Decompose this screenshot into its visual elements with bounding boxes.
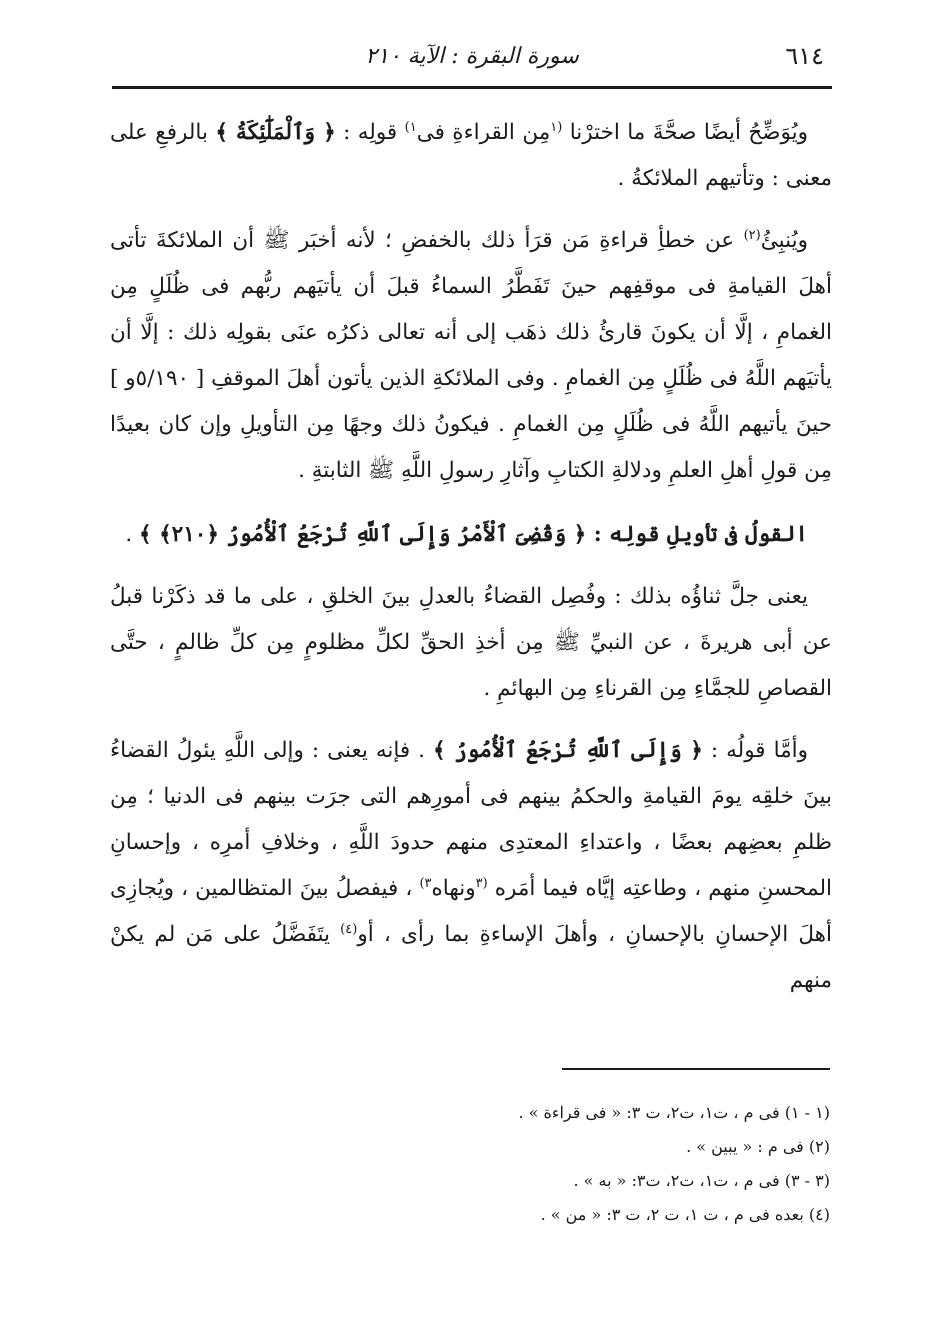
heading-lead: القولُ فى تأويلِ قولِه : — [586, 522, 808, 547]
footnote-marker: (١ — [550, 119, 563, 135]
text-run: مِن القراءةِ فى — [416, 120, 551, 145]
paragraph — [110, 110, 832, 202]
page-header — [112, 38, 832, 82]
text-run: عن خطأِ قراءةِ مَن قرَأ ذلك بالخفضِ ؛ لأنه أخبَر ﷺ أن الملائكةَ تأتى أهلَ القيامةِ فى موقفِهم حينَ تَفَطَّرُ السماءُ قبلَ أن يأتيَهم ربُّهم فى ظُلَلٍ مِن الغمامِ ، إلَّا أن يكونَ قارئُ ذلك ذهَب إلى أنه تعالى ذكرُه عنَى بقولِه ذلك : إلَّا أن يأتيَهم اللَّهُ فى ظُلَلٍ مِن الغمامِ . وفى الملائكةِ الذين يأتون أهلَ الموقفِ [ ٥/١٩٠و ] حينَ يأتيهم اللَّهُ فى ظُلَلٍ مِن الغمامِ . فيكونُ ذلك وجهًا مِن التأويلِ وإن كان بعيدًا مِن قولِ أهلِ العلمِ ودلالةِ الكتابِ وآثارِ رسولِ اللَّهِ ﷺ الثابتةِ . — [110, 228, 832, 483]
paragraph — [110, 218, 832, 494]
text-run: ويُنبِئُ — [760, 228, 808, 253]
quran-verse: ﴿ وَٱلْمَلَٰٓئِكَةُ ﴾ — [215, 120, 336, 145]
footnote-marker: (٢) — [743, 227, 761, 243]
header-rule — [112, 86, 832, 89]
text-run: . — [125, 522, 139, 547]
footnote-rule — [562, 1068, 830, 1070]
page-number: ٦١٤ — [785, 42, 824, 70]
text-run: وأمَّا قولُه : — [702, 738, 808, 763]
text-run: يتَفَضَّلُ على مَن لم يكنْ منهم — [110, 922, 832, 993]
paragraph — [110, 574, 832, 712]
text-run: ، فيفصلُ بينَ المتظالمين ، ويُجازِى أهلَ الإحسانِ بالإحسانِ ، وأهلَ الإساءةِ بما رأى ، أو — [110, 876, 832, 947]
text-run: ونهاه — [431, 876, 476, 901]
footnote-marker: (٤) — [340, 921, 358, 937]
footnote-marker: ٣) — [419, 875, 432, 891]
text-run: يعنى جلَّ ثناؤُه بذلك : وفُصِل القضاءُ بالعدلِ بينَ الخلقِ ، على ما قد ذكَرْنا قبلُ عن أبى هريرةَ ، عن النبيِّ ﷺ مِن أخذِ الحقِّ لكلِّ مظلومٍ مِن كلِّ ظالمٍ ، حتَّى القصاصِ للجمَّاءِ مِن القرناءِ مِن البهائمِ . — [110, 584, 832, 701]
footnote-marker: ١) — [404, 119, 417, 135]
footnotes — [110, 1096, 830, 1232]
footnote-4: (٤) بعده فى م ، ت ١، ت ٢، ت ٣: « من » . — [540, 1205, 830, 1224]
main-text — [110, 110, 832, 1004]
footnote-3: (٣ - ٣) فى م ، ت١، ت٢، ت٣: « به » . — [573, 1171, 830, 1190]
section-heading — [110, 512, 832, 558]
running-title: سورة البقرة : الآية ٢١٠ — [365, 44, 579, 69]
paragraph — [110, 728, 832, 1004]
text-run: . فإنه يعنى : وإلى اللَّهِ يئولُ القضاءُ بينَ خلقِه يومَ القيامةِ والحكمُ بينهم فى أمورِهم التى جرَت بينهم فى الدنيا ؛ مِن ظلمِ بعضِهم بعضًا ، واعتداءِ المعتدِى منهم حدودَ اللَّهِ ، وخلافِ أمرِه ، وإحسانِ المحسنِ منهم ، وطاعتِه إيَّاه فيما أمَره — [110, 738, 833, 901]
text-run: ويُوَضِّحُ أيضًا صحَّةَ ما اخترْنا — [562, 120, 808, 145]
footnote-1: (١ - ١) فى م ، ت١، ت٢، ت ٣: « فى قراءة » . — [518, 1103, 830, 1122]
footnote-marker: (٣ — [475, 875, 488, 891]
quran-verse: ﴿ وَإِلَى ٱللَّهِ تُرْجَعُ ٱلْأُمُورُ ﴾ — [432, 738, 703, 763]
quran-verse: ﴿ وَقُضِىَ ٱلْأَمْرُ وَإِلَى ٱللَّهِ تُرْجَعُ ٱلْأُمُورُ ﴿٢١٠﴾ ﴾ — [138, 522, 587, 547]
footnote-2: (٢) فى م : « يبين » . — [686, 1137, 830, 1156]
text-run: قولِه : — [335, 120, 405, 145]
text-run: بالرفعِ على معنى : وتأتيهم الملائكةُ . — [110, 120, 832, 191]
